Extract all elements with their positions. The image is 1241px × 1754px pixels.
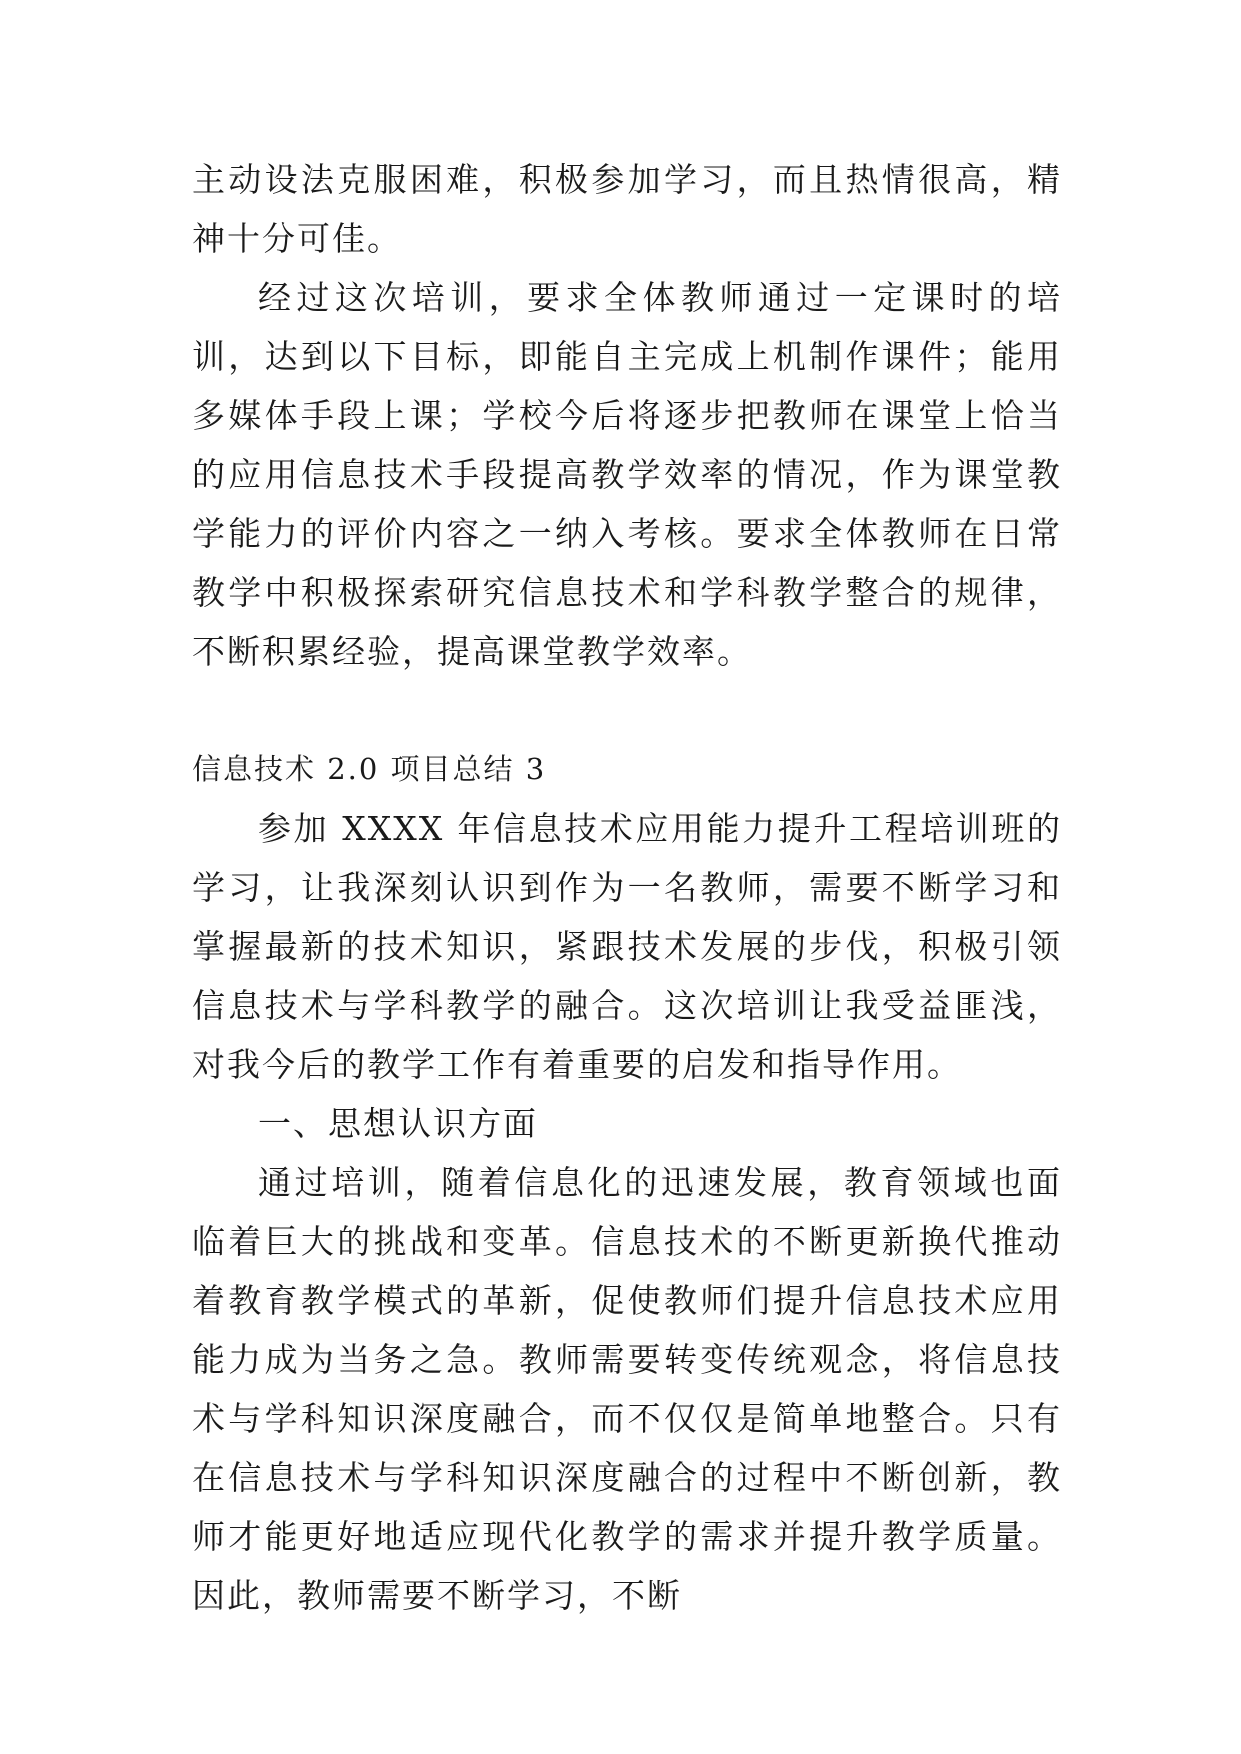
document-body <box>192 150 1062 1625</box>
paragraph-intro: 参加 XXXX 年信息技术应用能力提升工程培训班的学习，让我深刻认识到作为一名教师，需要不断学习和掌握最新的技术知识，紧跟技术发展的步伐，积极引领信息技术与学科教学的融合。这次培训让我受益匪浅，对我今后的教学工作有着重要的启发和指导作用。 <box>192 809 1062 1084</box>
subheading-ideology: 一、思想认识方面 <box>258 1104 538 1143</box>
paragraph-training-goals: 经过这次培训，要求全体教师通过一定课时的培训，达到以下目标，即能自主完成上机制作课件；能用多媒体手段上课；学校今后将逐步把教师在课堂上恰当的应用信息技术手段提高教学效率的情况，作为课堂教学能力的评价内容之一纳入考核。要求全体教师在日常教学中积极探索研究信息技术和学科教学整合的规律，不断积累经验，提高课堂教学效率。 <box>192 278 1062 671</box>
paragraph-ideology: 通过培训，随着信息化的迅速发展，教育领域也面临着巨大的挑战和变革。信息技术的不断更新换代推动着教育教学模式的革新，促使教师们提升信息技术应用能力成为当务之急。教师需要转变传统观念，将信息技术与学科知识深度融合，而不仅仅是简单地整合。只有在信息技术与学科知识深度融合的过程中不断创新，教师才能更好地适应现代化教学的需求并提升教学质量。因此，教师需要不断学习，不断 <box>192 1163 1062 1615</box>
paragraph-continuation: 主动设法克服困难，积极参加学习，而且热情很高，精神十分可佳。 <box>192 160 1062 258</box>
section-heading: 信息技术 2.0 项目总结 3 <box>192 752 547 786</box>
